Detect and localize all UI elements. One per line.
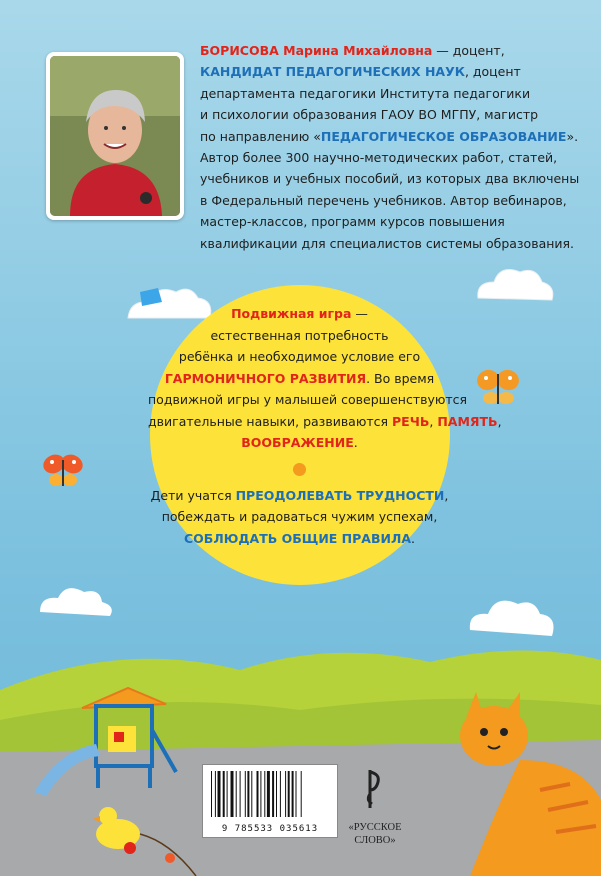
text-line <box>148 485 451 507</box>
barcode-bar <box>236 771 237 817</box>
barcode-bar <box>257 771 259 817</box>
text-line <box>148 368 451 390</box>
highlight-text: ПРЕОДОЛЕВАТЬ ТРУДНОСТИ <box>235 487 445 503</box>
text-line <box>200 147 580 168</box>
barcode-bar <box>247 771 249 817</box>
text-line <box>200 233 580 254</box>
text-segment: Дети учатся <box>150 487 236 503</box>
text-line <box>148 389 468 411</box>
sun-text-block <box>148 303 502 549</box>
text-line <box>200 168 580 189</box>
highlight-text: СОБЛЮДАТЬ ОБЩИЕ ПРАВИЛА <box>184 530 412 546</box>
barcode-bar <box>296 771 297 817</box>
publisher-logo-icon <box>362 768 382 810</box>
butterfly-right-icon <box>474 367 522 404</box>
text-segment: двигательные навыки, развиваются <box>148 413 393 429</box>
author-photo-frame <box>46 52 184 220</box>
barcode-bar <box>231 771 234 817</box>
text-segment: ». <box>566 128 579 144</box>
text-line <box>148 528 451 550</box>
text-line <box>200 126 580 147</box>
publisher-name-line-1: «РУССКОЕ <box>348 822 402 833</box>
highlight-text: РЕЧЬ <box>392 413 430 429</box>
barcode-bar <box>276 771 277 817</box>
barcode-bar <box>301 771 302 817</box>
text-segment: , <box>429 413 438 429</box>
butterfly-left-icon <box>40 451 86 486</box>
text-line <box>148 346 451 368</box>
text-line <box>200 40 580 61</box>
text-segment: , <box>444 487 449 503</box>
author-bio <box>200 40 580 254</box>
barcode-bar <box>288 771 290 817</box>
text-segment: в Федеральный перечень учебников. Автор вебинаров, <box>200 192 567 208</box>
cloud-right-icon <box>478 270 553 300</box>
barcode-bar <box>272 771 274 817</box>
text-line <box>148 411 502 433</box>
barcode-bar <box>267 771 270 817</box>
highlight-text: ПАМЯТЬ <box>437 413 498 429</box>
barcode-bar <box>292 771 294 817</box>
text-line <box>148 506 451 528</box>
cloud-bottom-left-icon <box>40 588 112 616</box>
barcode-bar <box>218 771 221 817</box>
text-segment: Автор более 300 научно-методических работ, статей, <box>200 150 558 166</box>
text-segment: , <box>497 413 502 429</box>
text-segment: ребёнка и необходимое условие его <box>178 349 421 364</box>
text-line <box>148 432 451 454</box>
text-line <box>200 211 580 232</box>
barcode-bar <box>245 771 246 817</box>
isbn-barcode <box>202 764 338 838</box>
text-line <box>200 104 580 125</box>
barcode-bar <box>285 771 286 817</box>
highlight-text: КАНДИДАТ ПЕДАГОГИЧЕСКИХ НАУК <box>200 64 465 80</box>
text-segment: мастер-классов, программ курсов повышения <box>200 214 505 230</box>
text-segment: квалификации для специалистов системы образования. <box>200 235 575 251</box>
isbn-number: 9 785533 035613 <box>221 824 319 834</box>
barcode-bar <box>280 771 281 817</box>
barcode-bar <box>251 771 252 817</box>
barcode-bar <box>211 771 212 817</box>
author-photo <box>50 56 180 216</box>
sun-paragraph-1 <box>148 303 502 454</box>
highlight-text: БОРИСОВА Марина Михайловна <box>200 43 433 58</box>
barcode-bar <box>260 771 261 817</box>
text-segment: подвижной игры у малышей совершенствуются <box>148 392 468 407</box>
barcode-bar <box>240 771 241 817</box>
text-segment: — <box>351 306 368 321</box>
highlight-text: ГАРМОНИЧНОГО РАЗВИТИЯ <box>164 370 367 386</box>
barcode-bar <box>227 771 228 817</box>
text-segment: . <box>353 435 358 450</box>
orange-dot-divider <box>293 463 306 476</box>
publisher-name <box>343 821 407 847</box>
text-segment: — доцент, <box>432 43 505 58</box>
text-segment: . <box>411 530 415 546</box>
text-segment: побеждать и радоваться чужим успехам, <box>161 509 438 524</box>
publisher-name-line-2: СЛОВО» <box>354 835 396 846</box>
text-segment: естественная потребность <box>210 327 389 343</box>
highlight-text: Подвижная игра <box>231 306 352 321</box>
text-segment: и психологии образования ГАОУ ВО МГПУ, магистр <box>200 107 539 123</box>
text-line <box>200 83 580 104</box>
barcode-bar <box>264 771 265 817</box>
barcode-bars <box>209 771 331 821</box>
text-line <box>200 190 580 211</box>
sun-paragraph-2 <box>148 485 451 550</box>
text-segment: департамента педагогики Института педагогики <box>200 85 531 101</box>
text-line <box>200 61 580 82</box>
text-line <box>148 325 451 347</box>
text-segment: по направлению « <box>200 128 321 144</box>
highlight-text: ВООБРАЖЕНИЕ <box>241 435 354 450</box>
text-segment: . Во время <box>366 370 435 386</box>
barcode-bar <box>215 771 216 817</box>
cloud-bottom-right-icon <box>470 601 554 636</box>
text-segment: , доцент <box>464 64 521 80</box>
barcode-bar <box>223 771 225 817</box>
text-line <box>148 303 451 325</box>
highlight-text: ПЕДАГОГИЧЕСКОЕ ОБРАЗОВАНИЕ <box>320 128 567 144</box>
text-segment: учебников и учебных пособий, из которых два включены <box>200 171 580 187</box>
